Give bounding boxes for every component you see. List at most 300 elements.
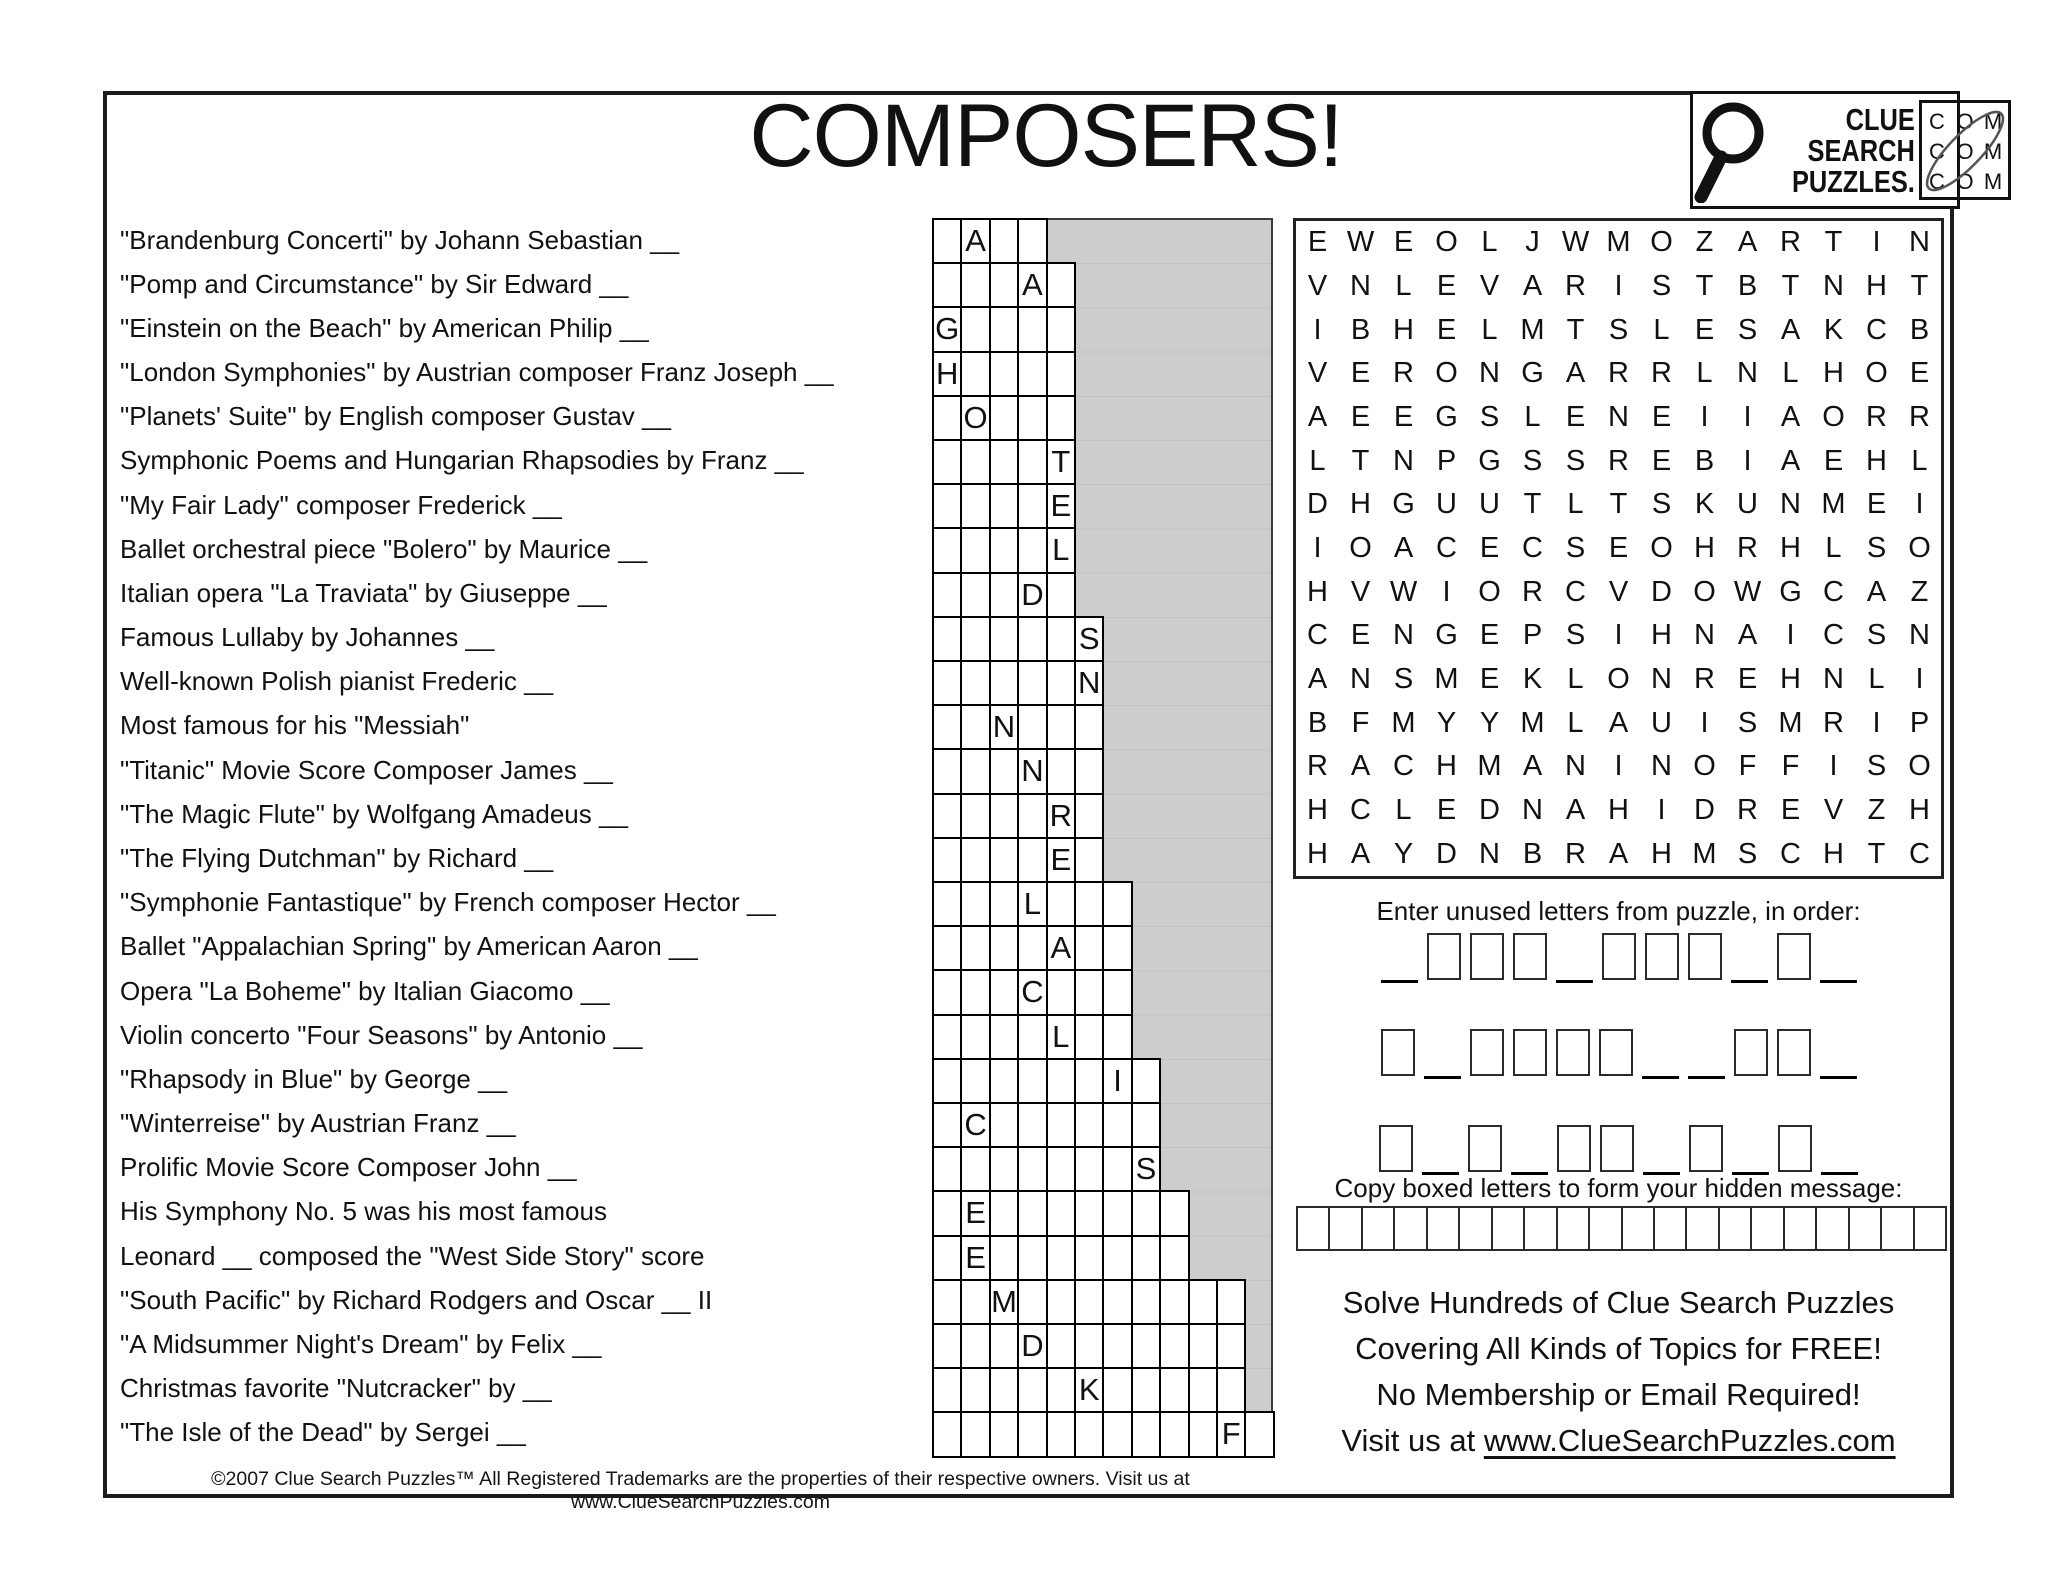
wordsearch-letter[interactable]: R: [1737, 793, 1758, 826]
wordsearch-letter[interactable]: N: [1823, 662, 1844, 695]
wordsearch-letter[interactable]: A: [1608, 837, 1629, 870]
unused-letter-blank[interactable]: [1731, 933, 1768, 983]
crossword-cell[interactable]: [1074, 1235, 1104, 1281]
crossword-cell[interactable]: [1046, 748, 1076, 794]
wordsearch-letter[interactable]: H: [1393, 313, 1414, 346]
crossword-cell[interactable]: [1159, 1190, 1189, 1236]
crossword-cell[interactable]: [960, 572, 990, 618]
hidden-message-cell[interactable]: [1882, 1208, 1914, 1249]
crossword-cell[interactable]: [989, 1190, 1019, 1236]
wordsearch-letter[interactable]: S: [1565, 619, 1586, 652]
crossword-cell[interactable]: [989, 793, 1019, 839]
wordsearch-letter[interactable]: L: [1696, 357, 1713, 390]
unused-letter-blank[interactable]: [1424, 1029, 1461, 1079]
crossword-cell[interactable]: A: [1046, 925, 1076, 971]
wordsearch-letter[interactable]: N: [1909, 619, 1930, 652]
crossword-cell[interactable]: [1046, 1367, 1076, 1413]
wordsearch-letter[interactable]: U: [1651, 706, 1672, 739]
crossword-cell[interactable]: D: [1017, 572, 1047, 618]
hidden-message-cell[interactable]: [1493, 1208, 1525, 1249]
wordsearch-letter[interactable]: L: [1653, 313, 1670, 346]
wordsearch-letter[interactable]: B: [1350, 313, 1371, 346]
wordsearch-letter[interactable]: S: [1522, 444, 1543, 477]
crossword-cell[interactable]: A: [960, 218, 990, 264]
wordsearch-letter[interactable]: D: [1479, 793, 1500, 826]
wordsearch-letter[interactable]: S: [1866, 750, 1887, 783]
wordsearch-letter[interactable]: F: [1738, 750, 1757, 783]
crossword-cell[interactable]: [1017, 704, 1047, 750]
crossword-cell[interactable]: [989, 660, 1019, 706]
wordsearch-letter[interactable]: N: [1479, 837, 1500, 870]
wordsearch-letter[interactable]: A: [1307, 400, 1328, 433]
wordsearch-letter[interactable]: L: [1567, 662, 1584, 695]
crossword-cell[interactable]: [1188, 1367, 1218, 1413]
crossword-cell[interactable]: [932, 1235, 962, 1281]
hidden-message-cell[interactable]: [1395, 1208, 1427, 1249]
wordsearch-letter[interactable]: O: [1650, 226, 1673, 259]
crossword-cell[interactable]: [1046, 660, 1076, 706]
crossword-cell[interactable]: [989, 969, 1019, 1015]
crossword-cell[interactable]: [1017, 306, 1047, 352]
hidden-message-cell[interactable]: [1525, 1208, 1557, 1249]
wordsearch-letter[interactable]: C: [1307, 619, 1328, 652]
crossword-cell[interactable]: [960, 1323, 990, 1369]
crossword-cell[interactable]: [932, 881, 962, 927]
crossword-cell[interactable]: [932, 1058, 962, 1104]
crossword-cell[interactable]: [1216, 1279, 1246, 1325]
unused-letter-blank[interactable]: [1642, 1029, 1679, 1079]
crossword-cell[interactable]: E: [1046, 483, 1076, 529]
wordsearch-letter[interactable]: S: [1866, 531, 1887, 564]
wordsearch-letter[interactable]: A: [1780, 313, 1801, 346]
wordsearch-letter[interactable]: T: [1867, 837, 1886, 870]
wordsearch-letter[interactable]: N: [1909, 226, 1930, 259]
crossword-cell[interactable]: [960, 262, 990, 308]
wordsearch-letter[interactable]: W: [1733, 575, 1762, 608]
wordsearch-letter[interactable]: L: [1481, 226, 1498, 259]
wordsearch-letter[interactable]: S: [1651, 488, 1672, 521]
wordsearch-letter[interactable]: I: [1313, 531, 1322, 564]
crossword-cell[interactable]: [960, 1411, 990, 1457]
crossword-cell[interactable]: [932, 262, 962, 308]
wordsearch-letter[interactable]: V: [1823, 793, 1844, 826]
crossword-cell[interactable]: [960, 527, 990, 573]
wordsearch-letter[interactable]: S: [1651, 269, 1672, 302]
unused-letter-box[interactable]: [1468, 1125, 1502, 1172]
crossword-cell[interactable]: [960, 881, 990, 927]
hidden-message-cell[interactable]: [1817, 1208, 1849, 1249]
wordsearch-letter[interactable]: S: [1565, 531, 1586, 564]
wordsearch-letter[interactable]: K: [1823, 313, 1844, 346]
crossword-cell[interactable]: S: [1131, 1146, 1161, 1192]
wordsearch-letter[interactable]: A: [1866, 575, 1887, 608]
crossword-cell[interactable]: N: [1017, 748, 1047, 794]
unused-letter-blank[interactable]: [1643, 1125, 1680, 1175]
crossword-cell[interactable]: [1046, 1411, 1076, 1457]
wordsearch-letter[interactable]: Z: [1910, 575, 1929, 608]
crossword-cell[interactable]: [1074, 1279, 1104, 1325]
crossword-cell[interactable]: [1017, 218, 1047, 264]
crossword-cell[interactable]: T: [1046, 439, 1076, 485]
wordsearch-letter[interactable]: E: [1479, 619, 1500, 652]
wordsearch-letter[interactable]: L: [1395, 269, 1412, 302]
wordsearch-letter[interactable]: S: [1737, 706, 1758, 739]
crossword-cell[interactable]: [1074, 1058, 1104, 1104]
wordsearch-letter[interactable]: N: [1608, 400, 1629, 433]
crossword-cell[interactable]: L: [1017, 881, 1047, 927]
unused-letter-blank[interactable]: [1688, 1029, 1725, 1079]
crossword-cell[interactable]: [932, 837, 962, 883]
wordsearch-letter[interactable]: R: [1608, 444, 1629, 477]
crossword-cell[interactable]: [989, 306, 1019, 352]
wordsearch-letter[interactable]: H: [1780, 531, 1801, 564]
crossword-cell[interactable]: [960, 969, 990, 1015]
wordsearch-letter[interactable]: R: [1737, 531, 1758, 564]
crossword-cell[interactable]: [1017, 660, 1047, 706]
crossword-cell[interactable]: [1159, 1411, 1189, 1457]
wordsearch-letter[interactable]: L: [1825, 531, 1842, 564]
wordsearch-letter[interactable]: T: [1351, 444, 1370, 477]
crossword-cell[interactable]: [989, 925, 1019, 971]
crossword-cell[interactable]: [932, 1279, 962, 1325]
wordsearch-letter[interactable]: A: [1608, 706, 1629, 739]
wordsearch-letter[interactable]: R: [1608, 357, 1629, 390]
crossword-cell[interactable]: [1017, 1146, 1047, 1192]
wordsearch-letter[interactable]: N: [1780, 488, 1801, 521]
wordsearch-letter[interactable]: E: [1436, 793, 1457, 826]
wordsearch-letter[interactable]: I: [1786, 619, 1795, 652]
crossword-cell[interactable]: [989, 351, 1019, 397]
crossword-cell[interactable]: [1102, 1014, 1132, 1060]
wordsearch-letter[interactable]: M: [1606, 226, 1631, 259]
crossword-cell[interactable]: [1046, 1323, 1076, 1369]
wordsearch-letter[interactable]: C: [1565, 575, 1586, 608]
crossword-cell[interactable]: [989, 1058, 1019, 1104]
wordsearch-letter[interactable]: T: [1781, 269, 1800, 302]
crossword-cell[interactable]: [960, 1279, 990, 1325]
unused-letter-box[interactable]: [1513, 933, 1547, 980]
wordsearch-letter[interactable]: H: [1651, 837, 1672, 870]
hidden-message-cell[interactable]: [1428, 1208, 1460, 1249]
crossword-cell[interactable]: [1131, 1411, 1161, 1457]
wordsearch-letter[interactable]: V: [1307, 357, 1328, 390]
wordsearch-letter[interactable]: K: [1694, 488, 1715, 521]
crossword-cell[interactable]: [1074, 1323, 1104, 1369]
wordsearch-letter[interactable]: A: [1350, 837, 1371, 870]
wordsearch-letter[interactable]: S: [1393, 662, 1414, 695]
wordsearch-letter[interactable]: C: [1393, 750, 1414, 783]
crossword-cell[interactable]: [932, 1411, 962, 1457]
unused-letter-blank[interactable]: [1556, 933, 1593, 983]
crossword-cell[interactable]: [932, 793, 962, 839]
wordsearch-letter[interactable]: V: [1608, 575, 1629, 608]
crossword-cell[interactable]: K: [1074, 1367, 1104, 1413]
crossword-cell[interactable]: [989, 218, 1019, 264]
crossword-cell[interactable]: L: [1046, 1014, 1076, 1060]
unused-letter-box[interactable]: [1645, 933, 1679, 980]
crossword-cell[interactable]: S: [1074, 616, 1104, 662]
wordsearch-letter[interactable]: E: [1780, 793, 1801, 826]
unused-letter-blank[interactable]: [1820, 1029, 1857, 1079]
crossword-cell[interactable]: [960, 660, 990, 706]
crossword-cell[interactable]: [989, 1102, 1019, 1148]
wordsearch-letter[interactable]: V: [1479, 269, 1500, 302]
wordsearch-letter[interactable]: I: [1614, 269, 1623, 302]
crossword-cell[interactable]: [1074, 704, 1104, 750]
wordsearch-letter[interactable]: E: [1393, 226, 1414, 259]
wordsearch-letter[interactable]: H: [1823, 357, 1844, 390]
wordsearch-letter[interactable]: H: [1866, 444, 1887, 477]
wordsearch-letter[interactable]: C: [1823, 619, 1844, 652]
wordsearch-letter[interactable]: Y: [1479, 706, 1500, 739]
unused-letter-box[interactable]: [1734, 1029, 1768, 1076]
crossword-cell[interactable]: [989, 439, 1019, 485]
crossword-cell[interactable]: [932, 527, 962, 573]
wordsearch-letter[interactable]: I: [1915, 662, 1924, 695]
unused-letter-blank[interactable]: [1820, 933, 1857, 983]
wordsearch-letter[interactable]: S: [1608, 313, 1629, 346]
wordsearch-letter[interactable]: H: [1307, 837, 1328, 870]
crossword-cell[interactable]: [1046, 1235, 1076, 1281]
crossword-cell[interactable]: [1131, 1323, 1161, 1369]
wordsearch-letter[interactable]: A: [1350, 750, 1371, 783]
crossword-cell[interactable]: [989, 1411, 1019, 1457]
wordsearch-letter[interactable]: O: [1693, 575, 1716, 608]
crossword-cell[interactable]: [1074, 1014, 1104, 1060]
wordsearch-letter[interactable]: E: [1909, 357, 1930, 390]
wordsearch-letter[interactable]: H: [1780, 662, 1801, 695]
crossword-cell[interactable]: [1159, 1235, 1189, 1281]
wordsearch-letter[interactable]: U: [1479, 488, 1500, 521]
crossword-cell[interactable]: [1046, 616, 1076, 662]
wordsearch-letter[interactable]: A: [1780, 444, 1801, 477]
wordsearch-letter[interactable]: N: [1393, 444, 1414, 477]
wordsearch-letter[interactable]: N: [1565, 750, 1586, 783]
wordsearch-letter[interactable]: I: [1442, 575, 1451, 608]
crossword-cell[interactable]: [1074, 837, 1104, 883]
hidden-message-cell[interactable]: [1623, 1208, 1655, 1249]
wordsearch-letter[interactable]: P: [1522, 619, 1543, 652]
unused-letter-box[interactable]: [1427, 933, 1461, 980]
crossword-cell[interactable]: [989, 881, 1019, 927]
wordsearch-letter[interactable]: V: [1307, 269, 1328, 302]
wordsearch-letter[interactable]: T: [1566, 313, 1585, 346]
crossword-cell[interactable]: [1046, 395, 1076, 441]
crossword-cell[interactable]: [989, 1235, 1019, 1281]
wordsearch-letter[interactable]: L: [1868, 662, 1885, 695]
crossword-cell[interactable]: [1102, 1411, 1132, 1457]
crossword-cell[interactable]: [1159, 1323, 1189, 1369]
wordsearch-letter[interactable]: D: [1651, 575, 1672, 608]
crossword-cell[interactable]: [989, 483, 1019, 529]
crossword-cell[interactable]: [932, 1146, 962, 1192]
wordsearch-letter[interactable]: E: [1608, 531, 1629, 564]
wordsearch-letter[interactable]: O: [1478, 575, 1501, 608]
unused-letter-blank[interactable]: [1821, 1125, 1858, 1175]
wordsearch-letter[interactable]: Y: [1393, 837, 1414, 870]
wordsearch-letter[interactable]: G: [1435, 619, 1458, 652]
crossword-cell[interactable]: [1074, 793, 1104, 839]
wordsearch-letter[interactable]: G: [1435, 400, 1458, 433]
crossword-cell[interactable]: [932, 1014, 962, 1060]
wordsearch-letter[interactable]: O: [1607, 662, 1630, 695]
crossword-cell[interactable]: [1046, 1190, 1076, 1236]
wordsearch-letter[interactable]: A: [1522, 269, 1543, 302]
crossword-cell[interactable]: [932, 395, 962, 441]
unused-letter-blank[interactable]: [1422, 1125, 1459, 1175]
crossword-cell[interactable]: [1244, 1411, 1274, 1457]
wordsearch-letter[interactable]: O: [1908, 750, 1931, 783]
wordsearch-letter[interactable]: S: [1866, 619, 1887, 652]
wordsearch-letter[interactable]: E: [1651, 400, 1672, 433]
crossword-cell[interactable]: [932, 925, 962, 971]
wordsearch-letter[interactable]: E: [1565, 400, 1586, 433]
unused-letter-box[interactable]: [1381, 1029, 1415, 1076]
crossword-cell[interactable]: [989, 1367, 1019, 1413]
crossword-cell[interactable]: [1017, 527, 1047, 573]
crossword-cell[interactable]: [960, 793, 990, 839]
wordsearch-letter[interactable]: N: [1522, 793, 1543, 826]
crossword-cell[interactable]: [1074, 881, 1104, 927]
unused-letter-box[interactable]: [1556, 1029, 1590, 1076]
wordsearch-letter[interactable]: N: [1737, 357, 1758, 390]
crossword-cell[interactable]: [1046, 881, 1076, 927]
promo-link[interactable]: www.ClueSearchPuzzles.com: [1483, 1423, 1896, 1458]
crossword-cell[interactable]: I: [1102, 1058, 1132, 1104]
crossword-cell[interactable]: [1131, 1102, 1161, 1148]
wordsearch-letter[interactable]: C: [1350, 793, 1371, 826]
unused-letter-box[interactable]: [1379, 1125, 1413, 1172]
unused-letter-box[interactable]: [1688, 933, 1722, 980]
wordsearch-letter[interactable]: E: [1307, 226, 1328, 259]
crossword-cell[interactable]: [1102, 1235, 1132, 1281]
wordsearch-letter[interactable]: R: [1823, 706, 1844, 739]
crossword-cell[interactable]: [1017, 1014, 1047, 1060]
crossword-cell[interactable]: [960, 439, 990, 485]
crossword-cell[interactable]: [1017, 616, 1047, 662]
hidden-message-cell[interactable]: [1785, 1208, 1817, 1249]
wordsearch-letter[interactable]: M: [1520, 313, 1545, 346]
wordsearch-letter[interactable]: I: [1657, 793, 1666, 826]
unused-letter-box[interactable]: [1689, 1125, 1723, 1172]
wordsearch-letter[interactable]: Z: [1867, 793, 1886, 826]
crossword-cell[interactable]: [932, 616, 962, 662]
crossword-cell[interactable]: [1017, 925, 1047, 971]
wordsearch-letter[interactable]: N: [1651, 662, 1672, 695]
hidden-message-cell[interactable]: [1460, 1208, 1492, 1249]
crossword-cell[interactable]: A: [1017, 262, 1047, 308]
wordsearch-letter[interactable]: M: [1692, 837, 1717, 870]
crossword-cell[interactable]: [1188, 1411, 1218, 1457]
wordsearch-letter[interactable]: W: [1346, 226, 1375, 259]
crossword-cell[interactable]: E: [960, 1190, 990, 1236]
wordsearch-letter[interactable]: R: [1393, 357, 1414, 390]
wordsearch-letter[interactable]: O: [1865, 357, 1888, 390]
crossword-cell[interactable]: [932, 1190, 962, 1236]
wordsearch-letter[interactable]: S: [1565, 444, 1586, 477]
unused-letter-box[interactable]: [1777, 1029, 1811, 1076]
wordsearch-letter[interactable]: R: [1780, 226, 1801, 259]
wordsearch-letter[interactable]: I: [1614, 619, 1623, 652]
wordsearch-letter[interactable]: M: [1821, 488, 1846, 521]
wordsearch-letter[interactable]: N: [1823, 269, 1844, 302]
crossword-cell[interactable]: [1074, 1411, 1104, 1457]
crossword-cell[interactable]: N: [989, 704, 1019, 750]
wordsearch-letter[interactable]: P: [1909, 706, 1930, 739]
wordsearch-letter[interactable]: T: [1824, 226, 1843, 259]
wordsearch-letter[interactable]: H: [1694, 531, 1715, 564]
crossword-cell[interactable]: [1017, 1058, 1047, 1104]
crossword-cell[interactable]: [1017, 1367, 1047, 1413]
crossword-cell[interactable]: [989, 527, 1019, 573]
hidden-message-cell[interactable]: [1850, 1208, 1882, 1249]
wordsearch-letter[interactable]: I: [1915, 488, 1924, 521]
wordsearch-letter[interactable]: L: [1567, 488, 1584, 521]
wordsearch-letter[interactable]: R: [1651, 357, 1672, 390]
crossword-cell[interactable]: [932, 483, 962, 529]
hidden-message-cell[interactable]: [1687, 1208, 1719, 1249]
wordsearch-letter[interactable]: D: [1694, 793, 1715, 826]
wordsearch-letter[interactable]: V: [1350, 575, 1371, 608]
crossword-cell[interactable]: [960, 1014, 990, 1060]
crossword-cell[interactable]: [960, 1367, 990, 1413]
crossword-cell[interactable]: [989, 1146, 1019, 1192]
crossword-cell[interactable]: [1017, 1279, 1047, 1325]
crossword-cell[interactable]: [960, 837, 990, 883]
wordsearch-letter[interactable]: H: [1307, 575, 1328, 608]
crossword-cell[interactable]: [960, 925, 990, 971]
wordsearch-letter[interactable]: A: [1565, 357, 1586, 390]
crossword-cell[interactable]: [932, 218, 962, 264]
wordsearch-letter[interactable]: C: [1823, 575, 1844, 608]
crossword-cell[interactable]: [1017, 483, 1047, 529]
crossword-cell[interactable]: [1102, 1323, 1132, 1369]
hidden-message-cell[interactable]: [1298, 1208, 1330, 1249]
unused-letter-box[interactable]: [1513, 1029, 1547, 1076]
crossword-cell[interactable]: [932, 660, 962, 706]
wordsearch-letter[interactable]: H: [1436, 750, 1457, 783]
wordsearch-letter[interactable]: H: [1350, 488, 1371, 521]
wordsearch-letter[interactable]: O: [1693, 750, 1716, 783]
wordsearch-letter[interactable]: T: [1523, 488, 1542, 521]
wordsearch-letter[interactable]: N: [1694, 619, 1715, 652]
wordsearch-letter[interactable]: A: [1307, 662, 1328, 695]
wordsearch-letter[interactable]: A: [1393, 531, 1414, 564]
crossword-cell[interactable]: [960, 483, 990, 529]
wordsearch-letter[interactable]: E: [1436, 313, 1457, 346]
crossword-cell[interactable]: [1046, 572, 1076, 618]
wordsearch-letter[interactable]: N: [1479, 357, 1500, 390]
crossword-cell[interactable]: R: [1046, 793, 1076, 839]
wordsearch-letter[interactable]: I: [1872, 706, 1881, 739]
crossword-cell[interactable]: [1131, 1058, 1161, 1104]
hidden-message-cell[interactable]: [1720, 1208, 1752, 1249]
wordsearch-letter[interactable]: R: [1866, 400, 1887, 433]
wordsearch-letter[interactable]: I: [1743, 400, 1752, 433]
wordsearch-letter[interactable]: L: [1911, 444, 1928, 477]
crossword-cell[interactable]: [1102, 1102, 1132, 1148]
wordsearch-letter[interactable]: G: [1478, 444, 1501, 477]
wordsearch-letter[interactable]: R: [1909, 400, 1930, 433]
wordsearch-letter[interactable]: T: [1910, 269, 1929, 302]
wordsearch-letter[interactable]: H: [1608, 793, 1629, 826]
crossword-cell[interactable]: [1046, 1279, 1076, 1325]
crossword-cell[interactable]: [989, 616, 1019, 662]
hidden-message-cell[interactable]: [1330, 1208, 1362, 1249]
crossword-cell[interactable]: [1102, 881, 1132, 927]
wordsearch-letter[interactable]: A: [1565, 793, 1586, 826]
crossword-cell[interactable]: O: [960, 395, 990, 441]
